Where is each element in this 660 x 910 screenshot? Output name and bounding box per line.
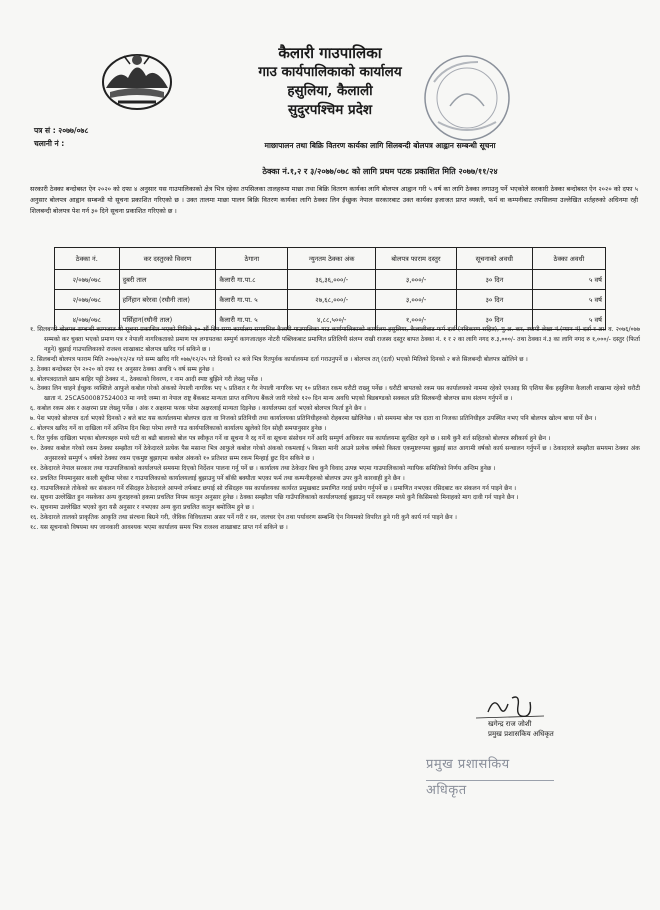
cell: ३० दिन [456,310,532,330]
list-item: १४. सूचना उल्लेखित हुन नसकेका अन्य कुराहरुको हकमा प्रचलित नियम कानुन अनुसार हुनेछ । ठेक्का सम्झौता पछि गाउँपालिकाको कार्यालयलाई बुझाउनु पर्ने रकमहरु मध्ये कुनै किसिमको मिनाहको माग दावी गर्न पाइने छैन । [30,494,519,502]
dispatch-number: चलानी नं : [34,139,65,148]
list-item: ११. ठेकेदारले नेपाल सरकार तथा गाउपालिकाको कार्यालयले समयमा दिएको निर्देशन पालना गर्नु पर्ने छ । कार्यालय तथा ठेकेदार बिच कुनै विवाद उत्पन्न भएमा गाउपालिकाको न्यायिक समितिको निर्णय अन्तिम हुनेछ । [30,464,496,472]
list-item: १. सिलबन्दी बोलपत्र सम्बन्धी कागजात यो सूचना प्रकाशित भएको मितिले ३० औं दिन सम्म कार्यालय समयभित्र कैलारी गाउपालिका गाउ कार्यपालिकाको कार्यालय हसुलिया, कैलालीबाट फर्म दर्ता (नविकरण सहित), मु.अ. कर, स्थायी लेखा नं.(प्यान नं) दर्ता र आ. व. २०७६/०७७ सम्मको कर चुक्ता भएको प्रमाण पत्र र नेपाली नागरिकताको प्रमाण पत्र लगायतका सम्पुर्ण कागजातहरु नोटरी पब्लिकबाट प्रमाणित प्रतिलिपी संलग्न राखी राजस्व दस्तुर बापत ठेक्का नं. १ र २ का लागि नगद रु.३,०००/- तथा ठेक्का नं.३ का लागि नगद रु १,०००/- दस्तुर (फिर्ता नहुने) बुझाई गाउपालिकाको राजश्व शाखाबाट बोलपत्र खरिद गर्न सकिने छ । [30,326,640,353]
notice-subject: माछापालन तथा बिक्रि वितरण कार्यका लागि सिलबन्दी बोलपत्र आह्वान सम्बन्धी सूचना [264,141,496,150]
col-header: कर दस्तुरको विवरण [119,248,216,270]
signer-block [488,719,554,739]
cell: पर्सिहान(रघौनी ताल) [119,310,216,330]
list-item: ५. ठेक्का लिन चाहने ईच्छुक व्यक्तिले आफुले कबोल गरेको अंकको नेपाली नागरिक भए ५ प्रतिशत र गैर नेपाली नागरिक भए १० प्रतिशत रकम धरौटी राख्नु पर्नेछ । धरौटी बापतको रकम यस कार्यालयको नाममा रहेको एनआइ सि एशिया बैंक हसुलिया कैलाली शाखामा रहेको धरौटी खाता नं. 25CA500087524003 मा नगदै जम्मा वा नेपाल राष्ट्र बैंकबाट मान्यता प्राप्त वाणिज्य बैंकले जारी गरेको १२० दिन मान्य अवधि भएको बिडबण्डको सक्कल प्रति सिलबन्दी बोलपत्र साथ संलग्न गर्नुपर्ने छ । [30,385,640,403]
nepal-emblem-icon [98,48,176,112]
cell: कैलारी गा.पा.८ [216,270,288,290]
cell: ३० दिन [456,290,532,310]
col-header: ठेगाना [216,248,288,270]
list-item: ३. ठेक्का बन्दोबस्त ऐन २०२० को दफा ११ अनुसार ठेक्का अवधि ५ वर्ष सम्म हुनेछ । [30,365,214,373]
list-item: १२. प्रचलित नियमानुसार काली सूचीमा परेका र गाउपालिकाको कार्यालयलाई बुझाउनु पर्ने बाँकी बक्यौता भएका फर्म तथा कम्पनीहरुको बोलपत्र उपर कुनै कारवाही हुने छैन । [30,474,405,482]
cell: ५ वर्ष [532,270,605,290]
cell: ४,८८,५००/- [288,310,376,330]
list-item: २. सिलबन्दी बोलपत्र फाराम मिति २०७७/१२/२४ गते सम्म खरिद गरि ०७७/१२/२५ गते दिनको १२ बजे भित्र रितपुर्वक कार्यालयमा दर्ता गराउनुपर्ने छ । बोलपत्र तत् (दर्ता) भएको मितिको दिनको २ बजे सिलबन्दी बोलपत्र खोलिने छ । [30,355,528,363]
designation-stamp: प्रमुख प्रशासकिय अधिकृत [426,752,554,781]
office-location: हसुलिया, कैलाली [287,83,373,99]
list-item: १०. ठेक्का कबोल गरेको रकम ठेक्का सम्झौता गर्ने ठेकेदारले प्रत्येक पैस मसान्त भित्र आफुले कबोल गरेको अंकको रकमलाई ५ किस्ता मानी आउने प्रत्येक वर्षको किस्ता एकमुष्टरुपमा बुझाई सात आगामी वर्षको कार्य सन्चालन गर्नुपर्ने छ । ठेकादारले सम्झौता समयमा ठेक्का अंक अनुसारको सम्पुर्ण ५ वर्षको ठेक्का रकम एकमुष्ट बुझाएमा कबोल अंकको १० प्रतिशत सम्म रकम मिन्हाई छुट दिन सकिने छ । [30,444,640,462]
intro-paragraph: सरकारी ठेक्का बन्दोबस्त ऐन २०२० को दफा ४ अनुसार यस गाउपालिकाको क्षेत्र भित्र रहेका तपसिलका तालहरुमा माछा तथा बिक्रि वितरण कार्यका लागि बोलपत्र आह्वान गरी ५ वर्ष का लागि ठेक्का लगाउनु पर्ने भएकोले सरकारी ठेक्का बन्दोबस्त ऐन २०२० को दफा ५ अनुसार बोलपत्र आह्वान सम्बन्धी यो सूचना प्रकाशित गरिएको छ । उक्त तालमा माछा पालन बिक्रि वितरण कार्यका लागि ठेक्का लिन ईच्छुक नेपाल सरकारबाट उक्त कार्यका इजाजत प्राप्त व्यक्ती, फर्म वा कम्पनीबाट तपसिलमा उल्लेखित शर्तहरुको अधिनमा रही शिलबन्दी बोलपत्र पेश गर्न ३० दिने सूचना प्रकाशित गरिएको छ । [30,185,638,215]
list-item: १६. ठेकेदारले तालको प्राकृतिक आकृति तथा संरचना बिग्रने गरी, जैविक विविधतामा असर पर्ने गरी र वन, जलचर ऐन तथा पर्यावरण सम्बन्धि ऐन नियमको विपरित हुने गरी कुनै कार्य गर्न पाइने छैन । [30,514,457,522]
table-row [55,270,606,290]
col-header: सूचनाको अवधी [456,248,532,270]
list-item: १३. गाउपालिकाले तोकेको कर संकलन गर्ने रसिदहरु ठेकेदारले आफ्नो तर्फबाट छपाई सो रसिदहरु यस कार्यालयका कार्यरत प्रमुखबाट प्रमाणित गराई प्रयोग गर्नुपर्ने छ । प्रमाणित नभएका रसिदबाट कर संकलन गर्न पाइने छैन । [30,484,517,492]
col-header: ठेक्का नं. [55,248,120,270]
cell: २७,६८,०००/- [288,290,376,310]
cell: १,०००/- [376,310,457,330]
cell: हर्निहान बरेरवा (रघौनी ताल) [119,290,216,310]
cell: ४/०७७/०७८ [55,310,120,330]
col-header: न्युनतम ठेक्का अंक [288,248,376,270]
list-item: १५. सूचनामा उल्लेखित भएको कुरा यसै अनुसार र नभएका अन्य कुरा प्रचलित कानुन बमोजिम हुने छ । [30,504,254,512]
cell: २/०७७/०७८ [55,270,120,290]
list-item: ८. बोलपत्र खरिद गर्ने वा दाखिला गर्ने अन्तिम दिन बिदा परेमा लगत्तै गाउ कार्यपालिकाको कार्यालय खुलेको दिन सोही समयानुसार हुनेछ । [30,425,327,433]
list-item: ७. पेश भएको बोलपत्र दर्ता भएको दिनको २ बजे बाट यस कार्यालयमा बोलपत्र दाता वा निजको प्रतिनिधी तथा कार्यालयका प्रतिनिधीहरुको रोहबरमा खोलिनेछ । सो समयमा बोल पत्र दाता वा निजका प्रतिनिधीहरु उपस्थित नभए पनि बोलपत्र खोल्न बाधा पर्ने छैन । [30,415,597,423]
col-header: बोलपत्र फाराम दस्तुर [376,248,457,270]
table-header-row [55,248,606,270]
table-row [55,290,606,310]
signer-title: प्रमुख प्रशासकिय अधिकृत [488,730,554,738]
signature [470,692,570,722]
list-item: ९. रित पुर्वक दाखिला भएका बोलपत्रहरु मध्ये घटी वा बढी बालाको बोल पत्र स्वीकृत गर्ने वा सूचना नै रद्द गर्ने वा सूचना संसोधन गर्ने आदि सम्पुर्ण अधिकार यस कार्यालयमा सुरक्षित रहने छ । साथै कुनै शर्त सहितको बोलपत्र स्वीकार्य हुने छैन । [30,434,551,442]
cell: कैलारी गा.पा. ५ [216,310,288,330]
list-item: ६. कबोल रकम अंक र अक्षरमा प्रष्ट लेख्नु पर्नेछ । अंक र अक्षरमा फरक परेमा अक्षरलाई मान्यता दिइनेछ । कार्यालयमा दर्ता भएको बोलपत्र फिर्ता हुने छैन । [30,405,366,413]
municipality-name: कैलारी गाउपालिका [278,44,382,62]
list-item: १८. यस सूचनाको विषयमा थप जानकारी आवश्यक भएमा कार्यालय समय भित्र राजश्व शाखाबाट प्राप्त गर्न सकिने छ । [30,524,288,532]
cell: ३,०००/- [376,290,457,310]
col-header: ठेक्का अवधी [532,248,605,270]
office-name: गाउ कार्यपालिकाको कार्यालय [258,64,402,80]
office-seal-stamp [418,52,516,144]
province-name: सुदुरपश्चिम प्रदेश [287,102,373,118]
cell: ५ वर्ष [532,310,605,330]
cell: ५ वर्ष [532,290,605,310]
cell: कैलारी गा.पा. ५ [216,290,288,310]
cell: २/०७७/०७८ [55,290,120,310]
cell: ३,०००/- [376,270,457,290]
cell: ३० दिन [456,270,532,290]
notice-subtitle: ठेक्का नं.१,२ र ३/२०७७/०७८ को लागि प्रथम पटक प्रकाशित मिति २०७७/११/२४ [262,167,498,176]
signer-name: खगेन्द्र राज जोशी [488,720,532,728]
conditions-list [30,325,640,533]
list-item: ४. बोलपत्रदाताले खाम बाहिर पट्टी ठेक्का नं., ठेक्काको विवरण, र नाम आदी स्पष्ट बुझिने गरी लेख्नु पर्नेछ । [30,375,263,383]
cell: दुबरी ताल [119,270,216,290]
cell: ३६,३६,०००/- [288,270,376,290]
letter-number: पत्र सं : २०७७/०७८ [34,126,89,135]
contract-table [54,247,606,330]
